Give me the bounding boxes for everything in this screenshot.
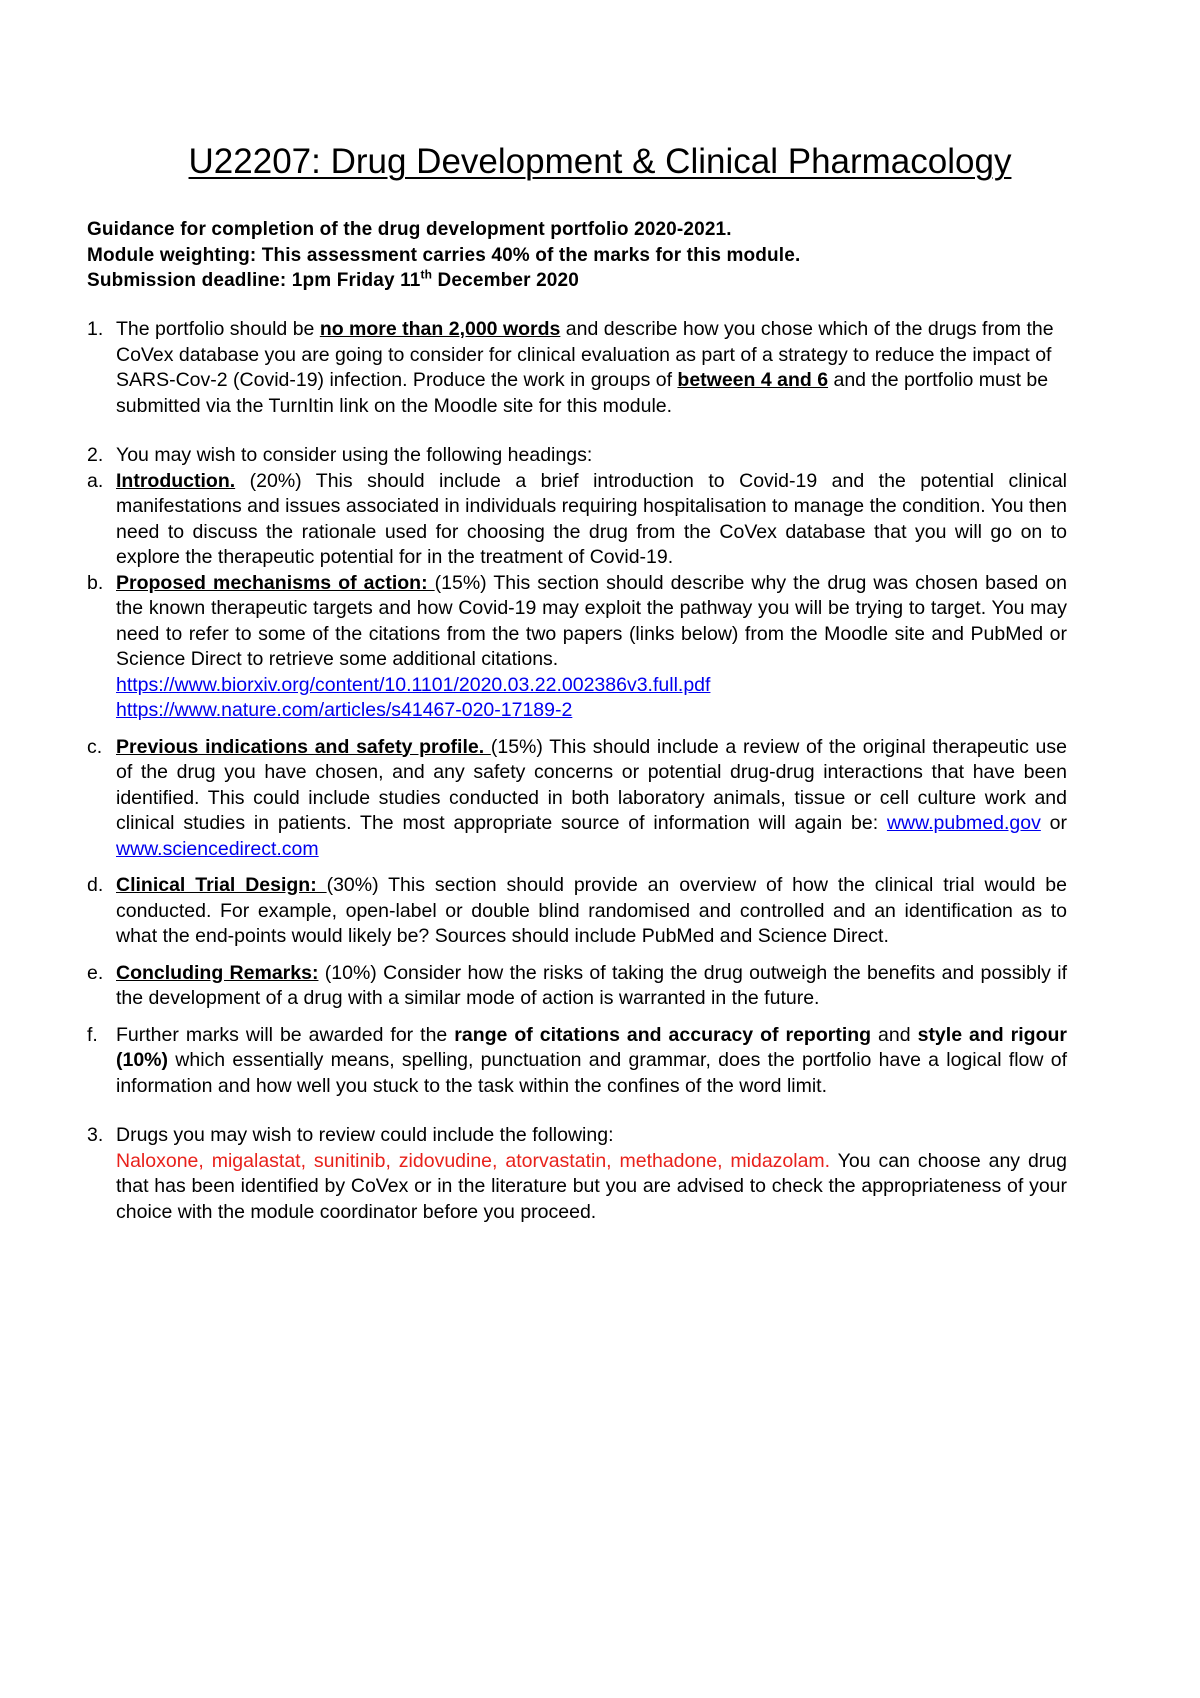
sub-heading: Introduction. (116, 469, 236, 492)
sub-item-safety-profile: c. Previous indications and safety profile. (15%) This should include a review of the original therapeutic use of the drug you have chosen, and any safety concerns or potential drug-drug interactions that have been identified. This could include studies conducted in both laboratory animals, tissue or cell culture work and clinical studies in patients. The most appropriate source of information will again be: www.pubmed.gov or www.sciencedirect.com (87, 735, 1067, 860)
sub-heading: Proposed mechanisms of action: (116, 571, 435, 594)
reference-links (116, 673, 1067, 724)
instruction-list (87, 317, 1067, 1225)
item-intro: You may wish to consider using the following headings: (116, 444, 593, 466)
style-criterion: style and rigour (10%) (116, 1023, 1068, 1071)
biorxiv-link[interactable]: https://www.biorxiv.org/content/10.1101/2020.03.22.002386v3.full.pdf (116, 673, 711, 696)
sciencedirect-link[interactable]: www.sciencedirect.com (116, 837, 319, 860)
sub-heading: Concluding Remarks: (116, 961, 319, 984)
submission-deadline-line: Submission deadline: 1pm Friday 11th December 2020 (87, 267, 579, 291)
pubmed-link[interactable]: www.pubmed.gov (886, 812, 1041, 834)
sub-item-mechanisms: b. Proposed mechanisms of action: (15%) This section should describe why the drug was chosen based on the known therapeutic targets and how Covid-19 may exploit the pathway you will be trying to target. You may need to refer to some of the citations from the two papers (links below) from the Moodle site and PubMed or Science Direct to retrieve some additional citations. https://www.biorxiv.org/content/10.1101/2020.03.22.002386v3.full.pdf https://www.nature.com/articles/s41467-020-17189-2 (87, 571, 1067, 724)
list-item-3 (87, 1123, 1067, 1225)
sub-letter: c. (87, 735, 103, 758)
page-title: U22207: Drug Development & Clinical Pharmacology (188, 142, 1012, 181)
item-intro: Drugs you may wish to review could include the following: (116, 1124, 614, 1146)
sub-letter: a. (87, 469, 104, 492)
list-number: 2. (87, 444, 104, 466)
citations-criterion: range of citations and accuracy of reporting (454, 1023, 872, 1046)
sub-list (87, 469, 1067, 1100)
list-item-2 (87, 443, 1067, 469)
sub-item-introduction: a. Introduction. (20%) This should include a brief introduction to Covid-19 and the potential clinical manifestations and issues associated in individuals requiring hospitalisation to manage the condition. You then need to discuss the rationale used for choosing the drug from the CoVex database that you will go on to explore the therapeutic potential for in the treatment of Covid-19. (87, 469, 1067, 568)
list-number: 3. (87, 1124, 104, 1146)
guidance-block (87, 217, 800, 294)
sub-heading: Previous indications and safety profile. (116, 735, 491, 758)
item-text: The portfolio should be no more than 2,000 words and describe how you chose which of the drugs from the CoVex database you are going to consider for clinical evaluation as part of a strategy to reduce the impact of SARS-Cov-2 (Covid-19) infection. Produce the work in groups of between 4 and 6 and the portfolio must be submitted via the TurnItin link on the Moodle site for this module. (116, 318, 1054, 417)
list-number: 1. (87, 318, 104, 340)
group-size: between 4 and 6 (677, 369, 829, 391)
sub-item-trial-design: d. Clinical Trial Design: (30%) This section should provide an overview of how the clinical trial would be conducted. For example, open-label or double blind randomised and controlled and an identification as to what the end-points would likely be? Sources should include PubMed and Science Direct. (87, 874, 1068, 947)
sub-letter: b. (87, 571, 104, 594)
nature-link[interactable]: https://www.nature.com/articles/s41467-020-17189-2 (116, 699, 573, 721)
module-weighting-line: Module weighting: This assessment carries 40% of the marks for this module. (87, 244, 801, 266)
item-text: Naloxone, migalastat, sunitinib, zidovudine, atorvastatin, methadone, midazolam. You can choose any drug that has been identified by CoVex or in the literature but you are advised to check the appropriateness of your choice with the module coordinator before you proceed. (116, 1149, 1067, 1223)
sub-item-further-marks: f. Further marks will be awarded for the range of citations and accuracy of reporting and style and rigour (10%) which essentially means, spelling, punctuation and grammar, does the portfolio have a logical flow of information and how well you stuck to the task within the confines of the word limit. (87, 1023, 1068, 1097)
sub-letter: f. (87, 1023, 98, 1046)
sub-item-concluding-remarks: e. Concluding Remarks: (10%) Consider how the risks of taking the drug outweigh the benefits and possibly if the development of a drug with a similar mode of action is warranted in the future. (87, 961, 1067, 1009)
word-limit: no more than 2,000 words (319, 318, 561, 340)
list-item-1 (87, 317, 1067, 419)
guidance-line: Guidance for completion of the drug development portfolio 2020-2021. (87, 219, 732, 240)
drug-list: Naloxone, migalastat, sunitinib, zidovudine, atorvastatin, methadone, midazolam. (116, 1149, 831, 1172)
sub-letter: d. (87, 874, 104, 896)
sub-heading: Clinical Trial Design: (116, 874, 327, 896)
sub-letter: e. (87, 961, 104, 984)
